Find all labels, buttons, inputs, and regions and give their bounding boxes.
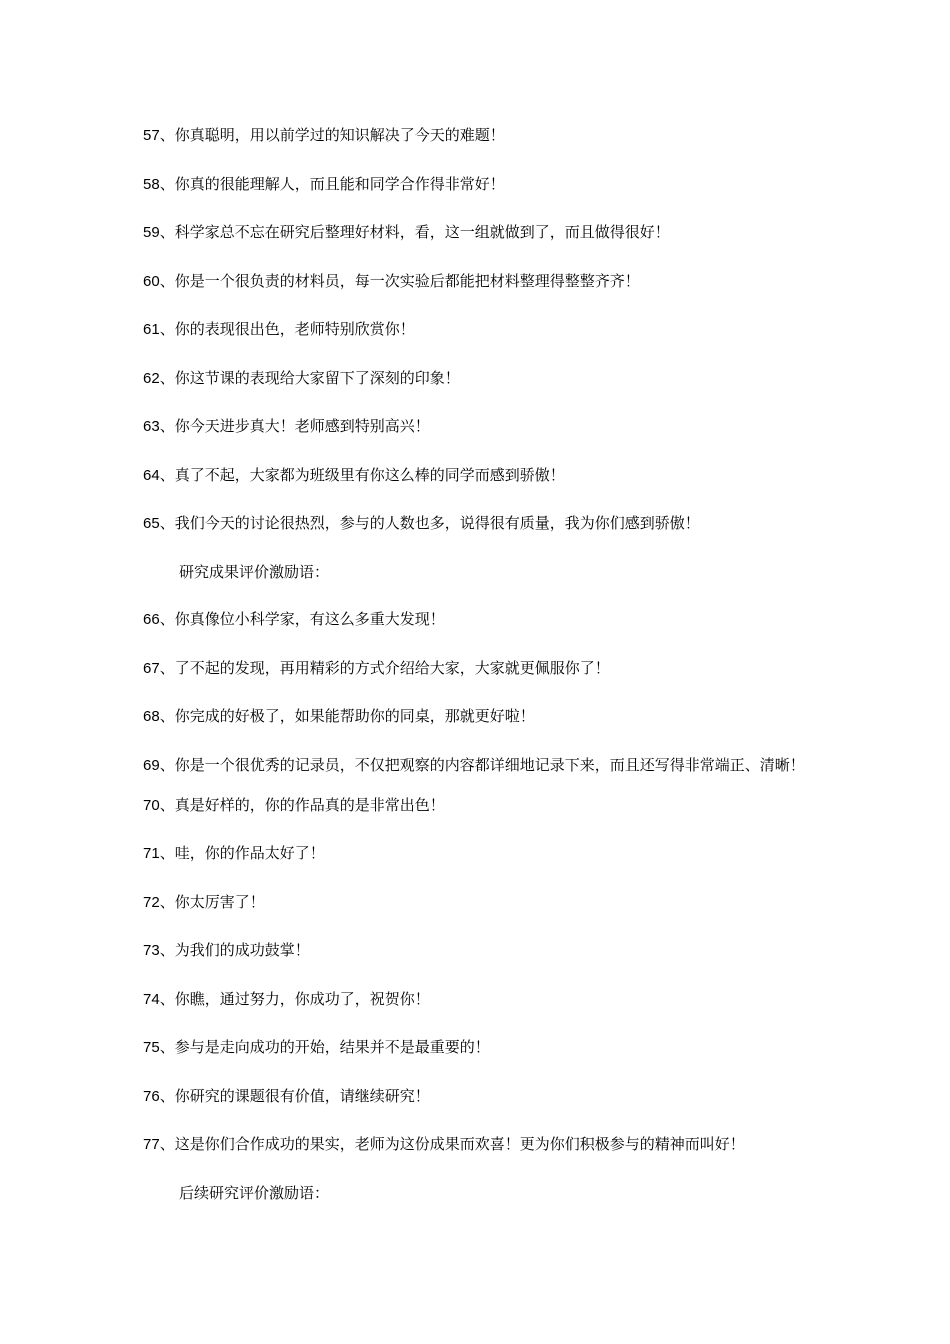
item-text: 、你真的很能理解人，而且能和同学合作得非常好！ — [159, 174, 505, 193]
item-number: 64 — [143, 466, 160, 484]
list-item — [143, 792, 813, 819]
item-text: 、真了不起，大家都为班级里有你这么棒的同学而感到骄傲！ — [159, 465, 565, 484]
list-item — [143, 219, 813, 246]
item-number: 65 — [143, 515, 160, 532]
item-text: 、你今天进步真大！老师感到特别高兴！ — [159, 417, 430, 435]
item-text: 、我们今天的讨论很热烈，参与的人数也多，说得很有质量，我为你们感到骄傲！ — [159, 514, 700, 532]
item-number: 70 — [143, 796, 160, 814]
item-text: 、真是好样的，你的作品真的是非常出色！ — [159, 795, 445, 814]
list-item — [143, 655, 813, 682]
list-item — [143, 365, 813, 392]
item-text: 、了不起的发现，再用精彩的方式介绍给大家，大家就更佩服你了！ — [159, 658, 610, 677]
section-heading — [143, 1180, 813, 1206]
item-text: 、参与是走向成功的开始，结果并不是最重要的！ — [159, 1038, 490, 1056]
item-number: 75 — [143, 1039, 160, 1056]
item-number: 59 — [143, 224, 160, 241]
item-number: 60 — [143, 272, 160, 290]
item-number: 58 — [143, 175, 160, 193]
list-item — [143, 937, 813, 964]
list-item — [143, 889, 813, 916]
item-number: 68 — [143, 708, 160, 725]
item-number: 66 — [143, 611, 160, 628]
item-text: 、你完成的好极了，如果能帮助你的同桌，那就更好啦！ — [159, 707, 535, 725]
item-number: 72 — [143, 893, 160, 911]
list-item — [143, 1131, 813, 1158]
item-text: 、你瞧，通过努力，你成功了，祝贺你！ — [159, 989, 430, 1008]
list-item — [143, 510, 813, 537]
item-text: 、你研究的课题很有价值，请继续研究！ — [159, 1086, 430, 1105]
section-heading-text: 后续研究评价激励语： — [179, 1183, 330, 1202]
item-text: 、科学家总不忘在研究后整理好材料，看，这一组就做到了，而且做得很好！ — [159, 223, 670, 241]
item-number: 69 — [143, 756, 160, 774]
list-item — [143, 840, 813, 867]
item-text: 、你太厉害了！ — [159, 892, 265, 911]
list-item — [143, 171, 813, 198]
item-number: 76 — [143, 1087, 160, 1105]
item-text: 、这是你们合作成功的果实，老师为这份成果而欢喜！更为你们积极参与的精神而叫好！ — [159, 1135, 745, 1153]
list-item — [143, 703, 813, 730]
item-number: 62 — [143, 369, 160, 387]
list-item — [143, 462, 813, 489]
item-text: 、你是一个很负责的材料员，每一次实验后都能把材料整理得整整齐齐！ — [159, 271, 640, 290]
list-item — [143, 268, 813, 295]
item-text: 、你这节课的表现给大家留下了深刻的印象！ — [159, 368, 460, 387]
list-item — [143, 316, 813, 343]
document-body — [143, 122, 813, 1227]
item-text: 、你真聪明，用以前学过的知识解决了今天的难题！ — [159, 126, 505, 144]
item-number: 63 — [143, 418, 160, 435]
item-text: 、你真像位小科学家，有这么多重大发现！ — [159, 610, 445, 628]
list-item — [143, 606, 813, 633]
section-heading — [143, 559, 813, 585]
item-text: 、为我们的成功鼓掌！ — [159, 941, 310, 959]
list-item — [143, 986, 813, 1013]
item-text: 、哇，你的作品太好了！ — [159, 844, 325, 862]
list-item — [143, 122, 813, 149]
list-item — [143, 752, 813, 779]
list-item — [143, 1083, 813, 1110]
item-number: 67 — [143, 659, 160, 677]
item-number: 71 — [143, 845, 160, 862]
list-item — [143, 1034, 813, 1061]
item-number: 77 — [143, 1136, 160, 1153]
item-number: 74 — [143, 990, 160, 1008]
item-text: 、你的表现很出色，老师特别欣赏你！ — [159, 320, 415, 338]
item-text: 、你是一个很优秀的记录员，不仅把观察的内容都详细地记录下来，而且还写得非常端正、清晰！ — [159, 755, 805, 774]
list-item — [143, 413, 813, 440]
section-heading-text: 研究成果评价激励语： — [179, 562, 330, 581]
item-number: 57 — [143, 127, 160, 144]
item-number: 61 — [143, 321, 160, 338]
item-number: 73 — [143, 942, 160, 959]
